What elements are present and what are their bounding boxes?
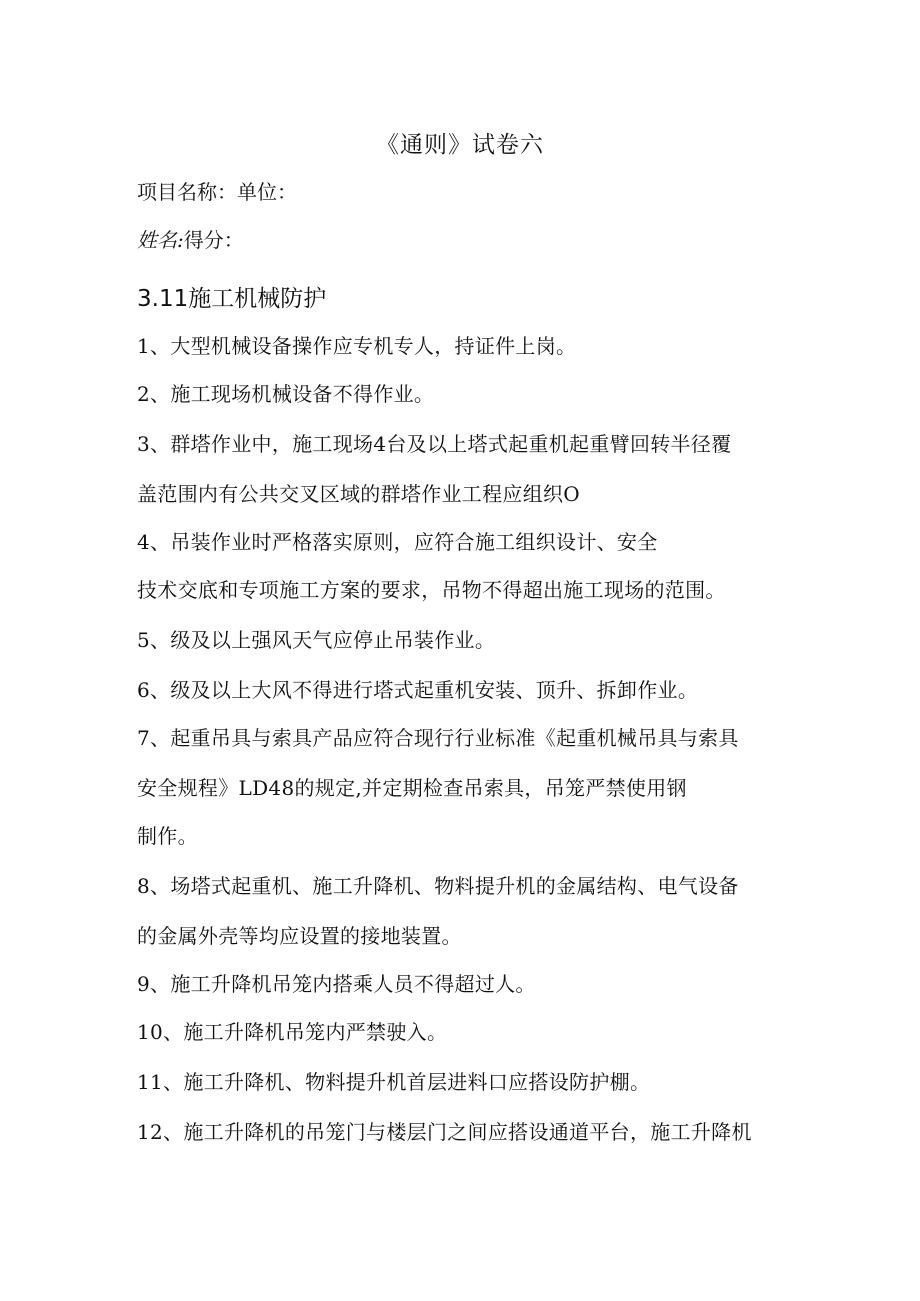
text-line: 盖范围内有公共交叉区域的群塔作业工程应组织O	[137, 482, 580, 506]
text-line: 8、场塔式起重机、施工升降机、物料提升机的金属结构、电气设备	[137, 874, 739, 898]
project-unit-line: 项目名称：单位：	[137, 180, 297, 204]
text-line: 10、施工升降机吊笼内严禁驶入。	[137, 1020, 448, 1044]
text-line: 4、吊装作业时严格落实原则，应符合施工组织设计、安全	[137, 530, 658, 554]
score-label: 得分：	[183, 228, 244, 252]
section-heading: 3.11施工机械防护	[137, 286, 327, 312]
name-label: 姓名:	[137, 228, 184, 252]
document-title: 《通则》试卷六	[376, 132, 544, 158]
text-line: 5、级及以上强风天气应停止吊装作业。	[137, 628, 496, 652]
text-line: 的金属外壳等均应设置的接地装置。	[137, 924, 462, 948]
text-line: 制作。	[137, 824, 198, 848]
text-line: 2、施工现场机械设备不得作业。	[137, 382, 435, 406]
text-line: 技术交底和专项施工方案的要求，吊物不得超出施工现场的范围。	[137, 578, 726, 602]
text-line: 6、级及以上大风不得进行塔式起重机安装、顶升、拆卸作业。	[137, 678, 699, 702]
text-line: 3、群塔作业中，施工现场4台及以上塔式起重机起重臂回转半径覆	[137, 432, 732, 456]
text-line: 12、施工升降机的吊笼门与楼层门之间应搭设通道平台，施工升降机	[137, 1120, 752, 1144]
text-line: 9、施工升降机吊笼内搭乘人员不得超过人。	[137, 972, 536, 996]
text-line: 11、施工升降机、物料提升机首层进料口应搭设防护棚。	[137, 1070, 651, 1094]
name-score-line	[137, 224, 244, 253]
text-line: 安全规程》LD48的规定,并定期检查吊索具，吊笼严禁使用钢	[137, 776, 687, 800]
text-line: 1、大型机械设备操作应专机专人，持证件上岗。	[137, 334, 577, 358]
text-line: 7、起重吊具与索具产品应符合现行行业标准《起重机械吊具与索具	[137, 726, 739, 750]
